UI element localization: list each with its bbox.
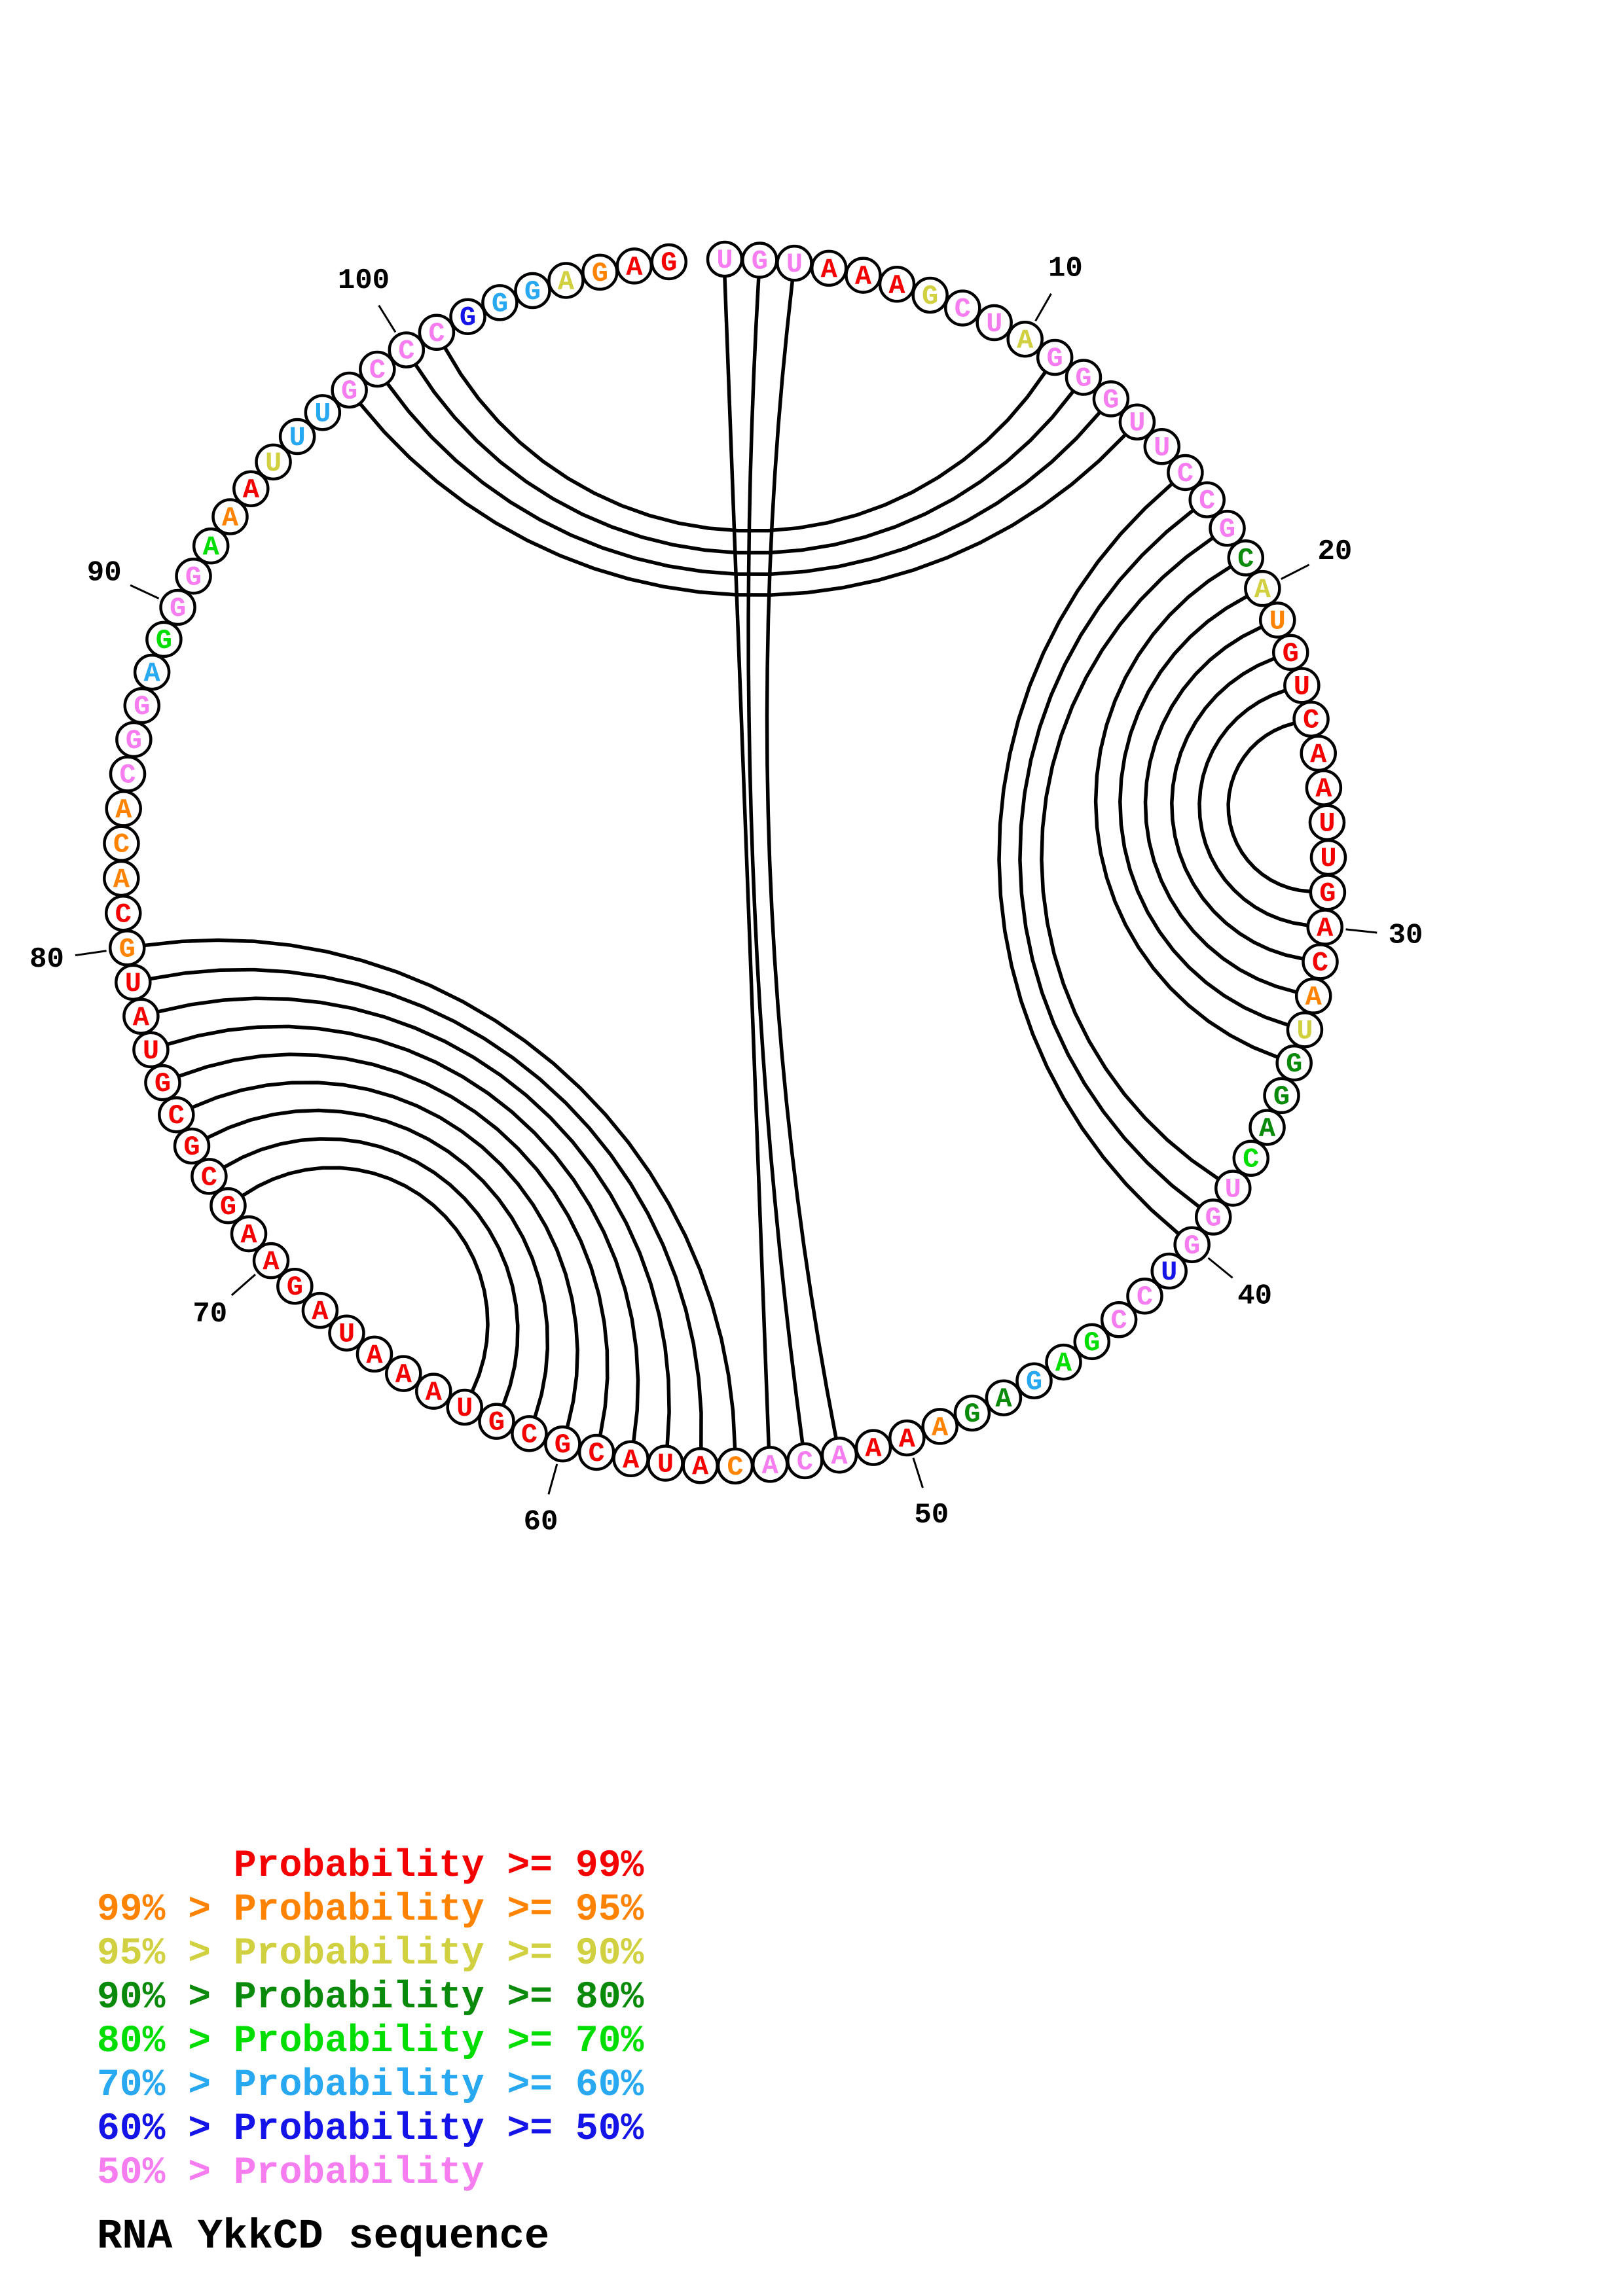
base-pair-arc	[1172, 659, 1302, 959]
tick-line	[1281, 565, 1309, 579]
nucleotide-node	[360, 352, 394, 386]
nucleotide-letter: C	[369, 355, 386, 387]
nucleotide-letter: C	[954, 293, 971, 325]
nucleotide-node	[880, 267, 914, 301]
tick-line	[549, 1464, 557, 1494]
nucleotide-letter: A	[1305, 981, 1322, 1013]
nucleotide-letter: U	[1293, 671, 1310, 703]
nucleotide-node	[684, 1448, 718, 1482]
probability-legend	[97, 1844, 644, 2195]
base-pair-arc	[999, 484, 1178, 1233]
nucleotide-letter: G	[183, 1132, 200, 1164]
nucleotide-letter: A	[622, 1444, 640, 1476]
nucleotide-node	[116, 965, 150, 999]
nucleotide-node	[583, 255, 617, 289]
nucleotide-node	[652, 245, 686, 279]
nucleotide-letter: C	[1199, 485, 1216, 517]
base-pair-arc	[361, 404, 1125, 595]
legend-row: 95% > Probability >= 90%	[97, 1933, 644, 1975]
tick-label: 30	[1388, 919, 1423, 952]
nucleotide-letter: C	[168, 1100, 185, 1132]
nucleotide-node	[104, 861, 138, 895]
nucleotide-letter: U	[289, 422, 306, 454]
nucleotide-node	[549, 263, 583, 297]
nucleotide-letter: G	[751, 245, 768, 278]
nucleotide-node	[104, 827, 138, 861]
tick-line	[1346, 929, 1377, 933]
nucleotide-node	[648, 1446, 682, 1480]
tick-line	[75, 951, 107, 956]
nucleotide-letter: U	[786, 249, 803, 281]
legend-row: 50% > Probability	[97, 2152, 484, 2195]
nucleotide-letter: A	[1017, 325, 1034, 357]
base-pair-arcs	[142, 278, 1309, 1451]
nucleotide-letter: G	[1286, 1049, 1303, 1081]
legend-row: Probability >= 99%	[97, 1845, 644, 1888]
nucleotide-letter: U	[1320, 842, 1337, 874]
tick-label: 80	[29, 942, 64, 976]
nucleotide-letter: G	[119, 933, 136, 965]
nucleotide-node	[1250, 1110, 1285, 1144]
nucleotide-node	[420, 315, 454, 350]
tick-line	[130, 585, 158, 598]
nucleotide-node	[512, 1416, 546, 1450]
nucleotide-letter: U	[1269, 605, 1286, 637]
nucleotide-node	[211, 1189, 245, 1223]
nucleotide-node	[1308, 910, 1342, 944]
nucleotide-node	[175, 1129, 209, 1163]
nucleotide-node	[856, 1431, 890, 1465]
tick-line	[379, 306, 395, 332]
nucleotide-node	[1008, 322, 1042, 356]
nucleotide-node	[1294, 702, 1328, 736]
nucleotide-node	[1245, 571, 1279, 605]
nucleotide-letter: A	[761, 1450, 778, 1482]
nucleotide-letter: C	[113, 829, 130, 861]
nucleotide-node	[913, 278, 947, 312]
nucleotide-letter: C	[796, 1446, 813, 1478]
nucleotide-letter: U	[657, 1448, 674, 1480]
nucleotide-letter: C	[1110, 1305, 1127, 1337]
tick-line	[1036, 294, 1051, 321]
tick-label: 70	[192, 1297, 228, 1331]
nucleotide-node	[1277, 1046, 1311, 1080]
position-ticks	[29, 253, 1423, 1539]
nucleotide-letter: A	[888, 270, 905, 302]
nucleotide-letter: A	[1317, 912, 1334, 944]
nucleotide-letter: G	[554, 1429, 571, 1462]
nucleotide-node	[987, 1381, 1021, 1415]
nucleotide-letter: G	[1205, 1202, 1222, 1234]
nucleotide-letter: C	[1136, 1282, 1154, 1314]
nucleotide-letter: A	[865, 1433, 882, 1465]
nucleotide-node	[890, 1421, 924, 1455]
nucleotide-letter: U	[1296, 1015, 1313, 1047]
nucleotide-node	[159, 1098, 193, 1132]
nucleotide-letter: A	[692, 1451, 709, 1483]
nucleotide-node	[545, 1427, 579, 1461]
nucleotide-node	[386, 1357, 420, 1391]
nucleotide-node	[1311, 875, 1345, 909]
nucleotide-letter: A	[221, 502, 239, 534]
nucleotide-letter: A	[820, 253, 837, 285]
nucleotide-letter: A	[557, 266, 575, 298]
base-pair-arc	[388, 384, 1100, 574]
nucleotide-node	[479, 1405, 513, 1439]
tick-label: 40	[1237, 1280, 1273, 1313]
nucleotide-letter: G	[1084, 1327, 1101, 1359]
legend-row: 99% > Probability >= 95%	[97, 1889, 644, 1931]
nucleotide-node	[390, 333, 424, 367]
nucleotide-node	[617, 249, 651, 283]
nucleotide-node	[1285, 668, 1319, 702]
nucleotide-letter: G	[1046, 343, 1063, 375]
nucleotide-letter: A	[854, 260, 872, 293]
nucleotide-letter: U	[1161, 1257, 1178, 1289]
nucleotide-letter: U	[1224, 1174, 1241, 1206]
nucleotide-letter: C	[428, 317, 445, 350]
nucleotide-letter: G	[1273, 1081, 1290, 1113]
tick-label: 20	[1317, 535, 1353, 568]
nucleotide-node	[416, 1374, 450, 1408]
nucleotide-node	[777, 246, 811, 280]
legend-row: 70% > Probability >= 60%	[97, 2064, 644, 2107]
base-pair-arc	[1146, 628, 1296, 992]
base-pair-arc	[416, 365, 1073, 552]
nucleotide-letter: G	[1282, 637, 1299, 670]
nucleotide-node	[1303, 944, 1337, 978]
tick-label: 100	[337, 264, 390, 298]
nucleotide-node	[955, 1396, 989, 1430]
tick-label: 50	[914, 1499, 949, 1532]
nucleotide-letter: A	[1315, 773, 1332, 805]
nucleotide-letter: A	[425, 1376, 442, 1408]
nucleotide-letter: G	[922, 280, 939, 312]
nucleotide-letter: C	[115, 899, 132, 931]
nucleotide-letter: G	[1319, 878, 1336, 910]
nucleotide-letter: G	[155, 624, 173, 656]
nucleotide-nodes	[104, 242, 1345, 1483]
nucleotide-letter: G	[154, 1068, 172, 1100]
nucleotide-letter: C	[588, 1437, 605, 1469]
nucleotide-node	[192, 1159, 226, 1193]
nucleotide-letter: C	[1176, 457, 1194, 490]
nucleotide-node	[753, 1447, 787, 1481]
nucleotide-letter: A	[626, 251, 643, 283]
nucleotide-node	[788, 1444, 822, 1478]
nucleotide-letter: U	[264, 447, 282, 479]
nucleotide-node	[451, 300, 485, 334]
nucleotide-letter: A	[395, 1359, 412, 1391]
nucleotide-letter: G	[1218, 514, 1236, 546]
base-pair-arc	[445, 348, 1045, 530]
nucleotide-letter: C	[119, 759, 136, 791]
nucleotide-node	[124, 999, 158, 1033]
nucleotide-letter: A	[898, 1423, 915, 1455]
nucleotide-node	[1017, 1364, 1051, 1398]
nucleotide-node	[742, 243, 776, 278]
nucleotide-letter: A	[366, 1339, 383, 1371]
nucleotide-node	[111, 757, 145, 791]
nucleotide-letter: G	[661, 247, 678, 279]
tick-line	[913, 1458, 922, 1488]
nucleotide-node	[614, 1442, 648, 1476]
nucleotide-node	[1038, 340, 1072, 374]
nucleotide-letter: A	[240, 1219, 257, 1251]
nucleotide-node	[145, 1066, 179, 1100]
nucleotide-node	[708, 242, 742, 276]
nucleotide-letter: A	[263, 1246, 280, 1278]
nucleotide-letter: G	[964, 1398, 981, 1430]
nucleotide-letter: U	[124, 967, 141, 999]
nucleotide-letter: A	[1055, 1348, 1072, 1380]
nucleotide-node	[1211, 511, 1245, 545]
legend-row: 90% > Probability >= 80%	[97, 1977, 644, 2019]
nucleotide-letter: G	[1075, 363, 1092, 395]
nucleotide-node	[106, 896, 140, 930]
nucleotide-node	[1307, 771, 1341, 805]
nucleotide-letter: G	[524, 276, 541, 308]
nucleotide-letter: A	[932, 1412, 949, 1444]
nucleotide-node	[107, 791, 141, 825]
nucleotide-letter: A	[242, 474, 259, 506]
nucleotide-letter: U	[142, 1035, 160, 1067]
nucleotide-node	[161, 590, 195, 624]
nucleotide-node	[125, 689, 159, 723]
nucleotide-letter: G	[1184, 1230, 1201, 1262]
nucleotide-letter: G	[185, 562, 202, 594]
plot-title: RNA YkkCD sequence	[97, 2214, 550, 2261]
nucleotide-node	[483, 285, 517, 319]
nucleotide-letter: G	[591, 257, 608, 289]
nucleotide-node	[1229, 541, 1263, 575]
nucleotide-letter: G	[219, 1191, 237, 1223]
tick-label: 10	[1048, 252, 1083, 285]
nucleotide-letter: A	[1258, 1113, 1276, 1145]
nucleotide-letter: G	[1103, 384, 1120, 416]
tick-label: 90	[86, 556, 122, 590]
nucleotide-letter: A	[143, 658, 160, 690]
nucleotide-letter: U	[338, 1318, 356, 1350]
tick-label: 60	[523, 1505, 558, 1539]
nucleotide-letter: G	[341, 375, 358, 407]
base-pair-arc	[1228, 723, 1309, 891]
nucleotide-node	[1190, 483, 1224, 517]
nucleotide-node	[134, 1033, 168, 1067]
base-pair-arc	[725, 278, 769, 1446]
nucleotide-node	[945, 291, 979, 325]
nucleotide-node	[1273, 636, 1307, 670]
nucleotide-node	[135, 655, 169, 689]
nucleotide-node	[923, 1409, 957, 1443]
nucleotide-node	[448, 1390, 482, 1424]
nucleotide-letter: G	[125, 725, 142, 757]
nucleotide-letter: A	[1310, 738, 1327, 770]
nucleotide-node	[1302, 736, 1336, 770]
tick-line	[232, 1274, 255, 1295]
nucleotide-node	[194, 529, 228, 563]
nucleotide-letter: A	[132, 1001, 149, 1033]
nucleotide-node	[147, 622, 181, 656]
nucleotide-node	[1296, 979, 1330, 1013]
nucleotide-letter: A	[202, 531, 219, 564]
nucleotide-letter: U	[314, 398, 331, 430]
nucleotide-node	[846, 259, 880, 293]
nucleotide-letter: A	[1254, 574, 1271, 606]
nucleotide-node	[177, 559, 211, 593]
nucleotide-node	[579, 1435, 613, 1469]
nucleotide-letter: A	[312, 1296, 329, 1328]
nucleotide-node	[1260, 603, 1294, 637]
nucleotide-letter: G	[286, 1272, 303, 1304]
nucleotide-node	[110, 931, 144, 965]
nucleotide-letter: U	[716, 245, 733, 276]
nucleotide-letter: C	[200, 1162, 218, 1194]
nucleotide-node	[515, 274, 549, 308]
legend-row: 80% > Probability >= 70%	[97, 2020, 644, 2063]
nucleotide-node	[117, 723, 151, 757]
nucleotide-letter: C	[1302, 704, 1320, 736]
nucleotide-letter: C	[1311, 947, 1329, 979]
nucleotide-node	[812, 251, 846, 285]
nucleotide-letter: G	[169, 592, 187, 624]
nucleotide-letter: C	[727, 1451, 744, 1483]
base-pair-arc	[767, 281, 836, 1437]
nucleotide-letter: A	[995, 1383, 1012, 1415]
nucleotide-letter: U	[986, 308, 1003, 340]
nucleotide-letter: A	[115, 794, 132, 826]
nucleotide-node	[718, 1449, 752, 1483]
nucleotide-letter: C	[1243, 1143, 1260, 1175]
nucleotide-letter: U	[1319, 808, 1336, 840]
nucleotide-letter: G	[459, 302, 477, 334]
nucleotide-letter: U	[1129, 407, 1146, 439]
nucleotide-letter: A	[113, 864, 130, 896]
nucleotide-letter: G	[1025, 1366, 1043, 1398]
nucleotide-letter: G	[134, 691, 151, 723]
nucleotide-letter: C	[1237, 543, 1254, 575]
nucleotide-node	[1310, 806, 1344, 840]
nucleotide-node	[1288, 1013, 1322, 1047]
tick-line	[1208, 1258, 1232, 1278]
nucleotide-node	[1234, 1141, 1268, 1175]
nucleotide-node	[822, 1438, 856, 1472]
nucleotide-letter: U	[456, 1393, 473, 1425]
nucleotide-letter: G	[491, 288, 509, 320]
nucleotide-letter: A	[831, 1441, 848, 1473]
nucleotide-node	[1311, 840, 1345, 874]
nucleotide-node	[977, 306, 1012, 340]
nucleotide-letter: C	[520, 1419, 538, 1451]
nucleotide-letter: C	[398, 335, 415, 367]
nucleotide-letter: G	[488, 1407, 505, 1439]
nucleotide-letter: U	[1154, 432, 1171, 464]
nucleotide-node	[1216, 1171, 1250, 1205]
nucleotide-node	[1265, 1079, 1299, 1113]
legend-row: 60% > Probability >= 50%	[97, 2108, 644, 2151]
nucleotide-node	[1046, 1345, 1080, 1379]
